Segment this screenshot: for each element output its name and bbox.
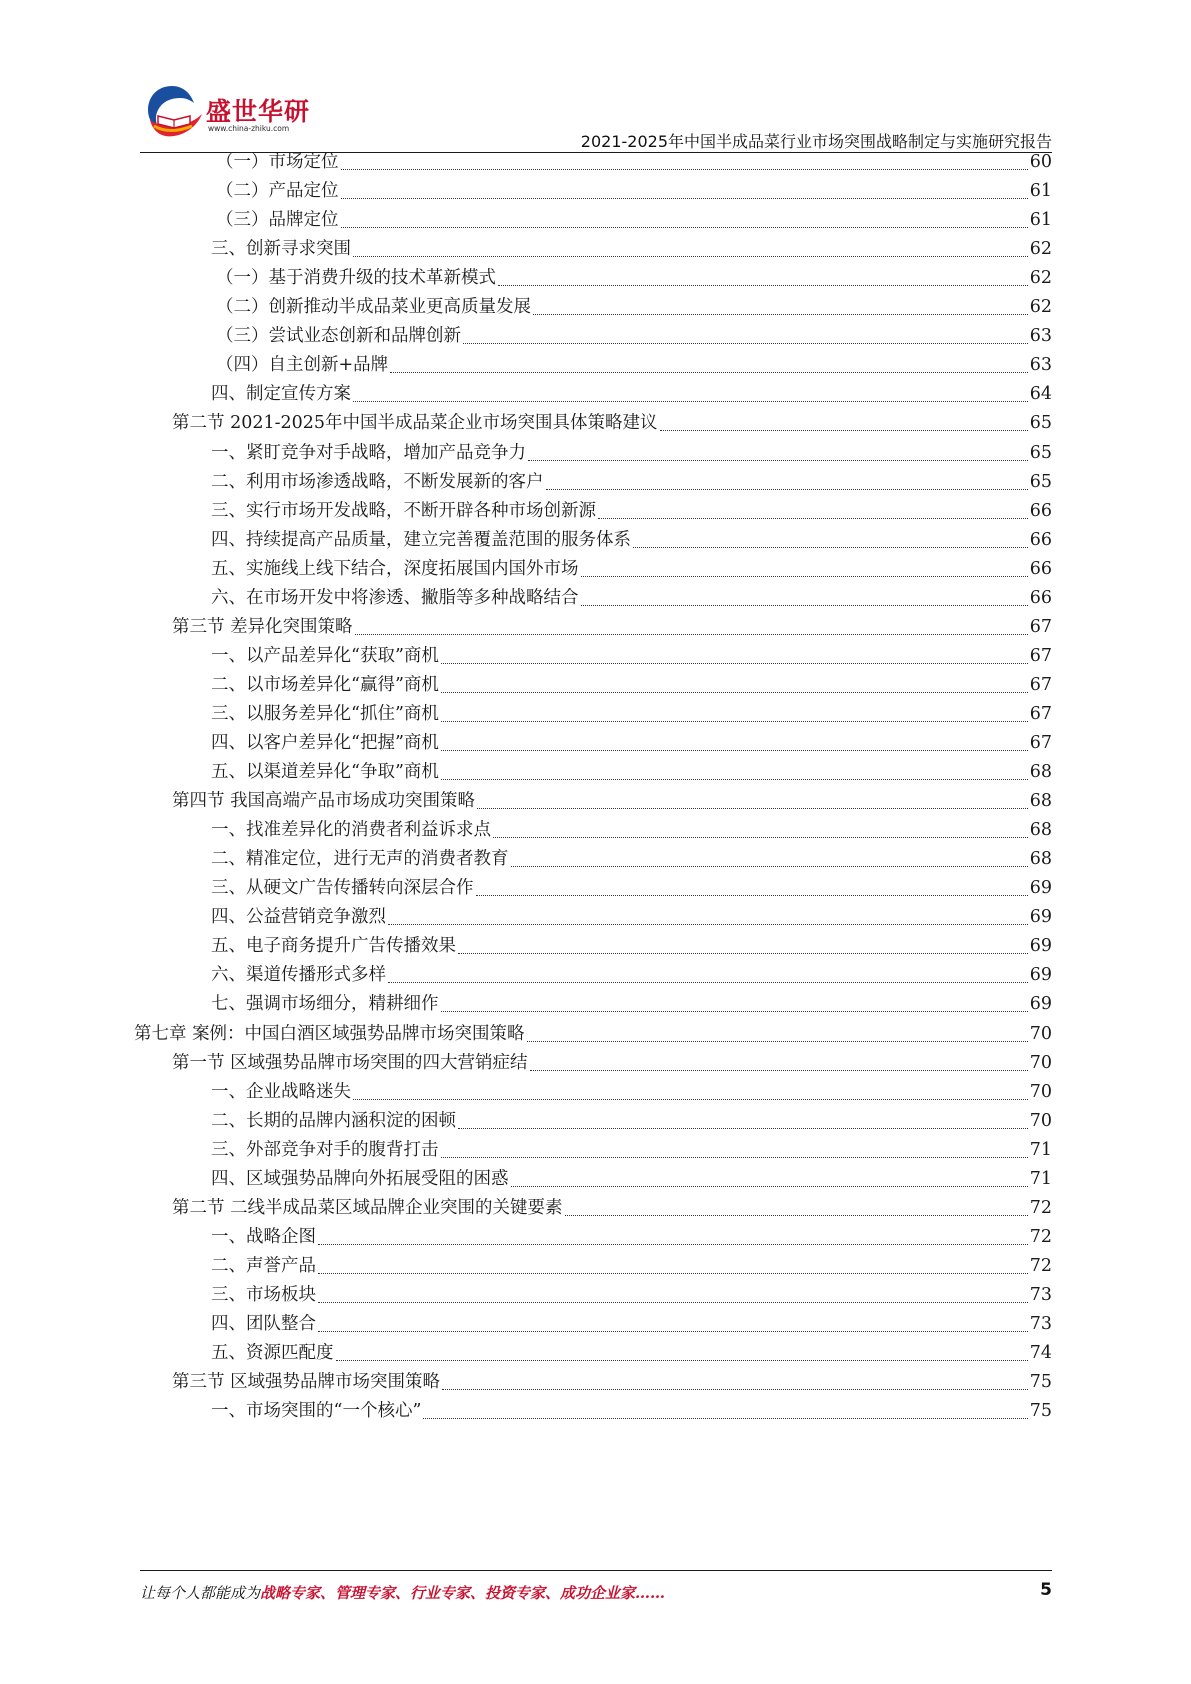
toc-entry-title: 一、以产品差异化“获取”商机	[211, 645, 439, 666]
toc-entry-page: 70	[1029, 1110, 1052, 1131]
toc-entry[interactable]	[211, 844, 1052, 875]
toc-entry-page: 66	[1029, 558, 1052, 579]
toc-entry-title: 第三节 区域强势品牌市场突围策略	[172, 1372, 441, 1393]
toc-entry[interactable]	[211, 234, 1052, 265]
toc-dot-leader	[441, 692, 1028, 693]
toc-dot-leader	[318, 1302, 1028, 1303]
logo-url: www.china-zhiku.com	[208, 124, 290, 133]
toc-entry-title: （三）品牌定位	[216, 210, 339, 231]
toc-entry-page: 68	[1029, 820, 1052, 841]
toc-entry-page: 63	[1029, 326, 1052, 347]
toc-entry-page: 70	[1029, 1052, 1052, 1073]
toc-entry-title: 五、资源匹配度	[211, 1343, 334, 1364]
toc-entry-title: 一、市场突围的“一个核心”	[211, 1401, 422, 1422]
toc-entry-title: 二、长期的品牌内涵积淀的困顿	[211, 1110, 456, 1131]
toc-entry[interactable]	[216, 292, 1052, 323]
toc-dot-leader	[353, 1099, 1028, 1100]
footer-divider	[140, 1570, 1052, 1571]
toc-entry-page: 75	[1029, 1372, 1052, 1393]
toc-entry-title: 二、利用市场渗透战略，不断发展新的客户	[211, 471, 544, 492]
logo-emblem-icon	[140, 80, 204, 142]
toc-entry[interactable]	[216, 176, 1052, 207]
toc-dot-leader	[511, 1186, 1028, 1187]
toc-dot-leader	[441, 721, 1028, 722]
toc-entry[interactable]	[211, 554, 1052, 585]
toc-dot-leader	[353, 256, 1028, 257]
toc-entry-title: （一）市场定位	[216, 152, 339, 172]
toc-entry-title: 五、电子商务提升广告传播效果	[211, 936, 456, 957]
footer-lead: 让每个人都能成为	[140, 1584, 261, 1602]
toc-entry-page: 67	[1029, 733, 1052, 753]
toc-entry[interactable]	[211, 989, 1052, 1020]
toc-entry-page: 71	[1029, 1139, 1052, 1160]
toc-dot-leader	[441, 779, 1028, 780]
toc-dot-leader	[660, 430, 1028, 431]
toc-entry-page: 65	[1029, 442, 1052, 463]
toc-entry-title: 二、以市场差异化“赢得”商机	[211, 674, 439, 695]
toc-entry[interactable]	[172, 786, 1052, 817]
toc-dot-leader	[476, 895, 1028, 896]
toc-entry-title: （二）产品定位	[216, 181, 339, 202]
toc-entry[interactable]	[211, 873, 1052, 904]
toc-dot-leader	[441, 1011, 1028, 1012]
toc-dot-leader	[441, 663, 1028, 664]
toc-dot-leader	[581, 605, 1028, 606]
toc-entry-title: 六、渠道传播形式多样	[211, 965, 386, 986]
toc-entry-title: 一、战略企图	[211, 1226, 316, 1247]
toc-entry[interactable]	[211, 815, 1052, 846]
toc-entry-title: 四、公益营销竞争激烈	[211, 907, 386, 928]
toc-entry-page: 72	[1029, 1226, 1052, 1247]
toc-entry-title: 第七章 案例：中国白酒区域强势品牌市场突围策略	[134, 1023, 525, 1044]
toc-entry-page: 65	[1029, 413, 1052, 434]
toc-dot-leader	[463, 343, 1028, 344]
toc-entry-title: 五、实施线上线下结合，深度拓展国内国外市场	[211, 558, 579, 579]
toc-entry[interactable]	[211, 525, 1052, 556]
toc-dot-leader	[341, 198, 1028, 199]
footer-roles: 战略专家、管理专家、行业专家、投资专家、成功企业家……	[260, 1584, 666, 1602]
toc-entry-title: 七、强调市场细分，精耕细作	[211, 994, 439, 1015]
footer-slogan	[140, 1582, 665, 1603]
toc-entry[interactable]	[211, 438, 1052, 469]
toc-entry[interactable]	[211, 1077, 1052, 1108]
toc-entry-page: 66	[1029, 500, 1052, 521]
toc-entry-page: 64	[1029, 384, 1052, 405]
company-logo	[140, 78, 340, 144]
toc-dot-leader	[441, 750, 1028, 751]
toc-entry-page: 69	[1029, 936, 1052, 957]
toc-dot-leader	[533, 314, 1028, 315]
toc-dot-leader	[546, 489, 1028, 490]
toc-entry[interactable]	[211, 931, 1052, 962]
toc-entry-page: 69	[1029, 878, 1052, 899]
toc-entry-title: （一）基于消费升级的技术革新模式	[216, 268, 496, 289]
toc-entry-page: 70	[1029, 1081, 1052, 1102]
toc-entry-page: 62	[1029, 239, 1052, 260]
toc-entry[interactable]	[172, 1367, 1052, 1398]
toc-entry-title: 第四节 我国高端产品市场成功突围策略	[172, 791, 476, 812]
toc-dot-leader	[318, 1331, 1028, 1332]
toc-entry[interactable]	[211, 1251, 1052, 1282]
toc-entry-title: 二、精准定位，进行无声的消费者教育	[211, 849, 509, 870]
toc-entry[interactable]	[211, 1164, 1052, 1195]
toc-entry[interactable]	[211, 641, 1052, 672]
toc-entry-title: 四、持续提高产品质量，建立完善覆盖范围的服务体系	[211, 529, 631, 550]
toc-entry-page: 69	[1029, 965, 1052, 986]
toc-entry-page: 68	[1029, 762, 1052, 783]
toc-dot-leader	[581, 576, 1028, 577]
toc-entry-page: 68	[1029, 791, 1052, 812]
toc-entry[interactable]	[134, 1019, 1052, 1050]
toc-entry[interactable]	[216, 321, 1052, 352]
toc-entry-page: 65	[1029, 471, 1052, 492]
logo-name: 盛世华研	[206, 97, 311, 126]
toc-entry-page: 72	[1029, 1197, 1052, 1218]
toc-entry-title: （三）尝试业态创新和品牌创新	[216, 326, 461, 347]
toc-entry-title: 第一节 区域强势品牌市场突围的四大营销症结	[172, 1052, 528, 1073]
toc-entry[interactable]	[172, 1048, 1052, 1079]
toc-entry-title: 一、找准差异化的消费者利益诉求点	[211, 820, 491, 841]
toc-entry-title: 一、紧盯竞争对手战略，增加产品竞争力	[211, 442, 526, 463]
toc-entry-title: 三、以服务差异化“抓住”商机	[211, 703, 439, 724]
toc-entry-title: 第三节 差异化突围策略	[172, 616, 353, 637]
page-header	[140, 78, 1052, 151]
toc-entry-page: 67	[1029, 703, 1052, 724]
toc-entry-page: 73	[1029, 1314, 1052, 1334]
toc-entry-title: 一、企业战略迷失	[211, 1081, 351, 1102]
toc-entry-title: 第二节 二线半成品菜区域品牌企业突围的关键要素	[172, 1197, 563, 1218]
toc-dot-leader	[388, 982, 1028, 983]
toc-entry-title: 六、在市场开发中将渗透、撇脂等多种战略结合	[211, 587, 579, 608]
toc-entry-page: 67	[1029, 616, 1052, 637]
page-number: 5	[1040, 1580, 1052, 1600]
toc-dot-leader	[441, 1157, 1028, 1158]
toc-entry[interactable]	[211, 1396, 1052, 1427]
toc-entry[interactable]	[211, 757, 1052, 788]
toc-entry[interactable]	[216, 350, 1052, 381]
toc-dot-leader	[336, 1360, 1028, 1361]
toc-entry-page: 62	[1029, 297, 1052, 318]
toc-entry-page: 61	[1029, 181, 1052, 202]
toc-dot-leader	[458, 953, 1028, 954]
toc-dot-leader	[527, 1041, 1028, 1042]
toc-entry-title: （二）创新推动半成品菜业更高质量发展	[216, 297, 531, 318]
toc-entry[interactable]	[211, 379, 1052, 410]
toc-dot-leader	[341, 169, 1028, 170]
toc-entry-page: 72	[1029, 1255, 1052, 1276]
report-title: 2021-2025年中国半成品菜行业市场突围战略制定与实施研究报告	[580, 132, 1052, 151]
toc-entry[interactable]	[216, 147, 1052, 178]
toc-dot-leader	[318, 1273, 1028, 1274]
toc-entry[interactable]	[211, 1280, 1052, 1311]
toc-entry-page: 67	[1029, 645, 1052, 666]
toc-entry-page: 71	[1029, 1168, 1052, 1189]
toc-dot-leader	[390, 372, 1028, 373]
toc-entry[interactable]	[211, 1222, 1052, 1253]
toc-entry-page: 73	[1029, 1284, 1052, 1305]
toc-entry[interactable]	[172, 1193, 1052, 1224]
toc-entry-title: 三、实行市场开发战略，不断开辟各种市场创新源	[211, 500, 596, 521]
toc-entry[interactable]	[211, 496, 1052, 527]
toc-entry-title: 二、声誉产品	[211, 1255, 316, 1276]
toc-dot-leader	[498, 285, 1028, 286]
toc-entry[interactable]	[216, 263, 1052, 294]
toc-entry-page: 62	[1029, 268, 1052, 289]
toc-dot-leader	[477, 808, 1028, 809]
toc-entry-page: 61	[1029, 210, 1052, 231]
toc-entry-title: 三、外部竞争对手的腹背打击	[211, 1139, 439, 1160]
toc-entry-title: 四、区域强势品牌向外拓展受阻的困惑	[211, 1168, 509, 1189]
toc-entry[interactable]	[211, 467, 1052, 498]
toc-dot-leader	[442, 1389, 1028, 1390]
toc-entry-page: 68	[1029, 849, 1052, 870]
toc-entry[interactable]	[211, 960, 1052, 991]
toc-entry[interactable]	[172, 612, 1052, 643]
toc-entry-page: 60	[1029, 152, 1052, 172]
toc-entry[interactable]	[211, 1338, 1052, 1369]
toc-dot-leader	[493, 837, 1028, 838]
toc-dot-leader	[528, 460, 1028, 461]
toc-dot-leader	[353, 401, 1028, 402]
toc-dot-leader	[355, 634, 1028, 635]
toc-entry-page: 69	[1029, 907, 1052, 928]
toc-entry-page: 66	[1029, 587, 1052, 608]
toc-dot-leader	[341, 227, 1028, 228]
toc-entry-title: 四、以客户差异化“把握”商机	[211, 733, 439, 753]
toc-dot-leader	[423, 1418, 1027, 1419]
toc-entry[interactable]	[211, 902, 1052, 933]
toc-entry-page: 63	[1029, 355, 1052, 376]
toc-dot-leader	[318, 1244, 1028, 1245]
toc-entry-title: 四、制定宣传方案	[211, 384, 351, 405]
toc-entry[interactable]	[211, 1309, 1052, 1340]
toc-dot-leader	[565, 1215, 1028, 1216]
toc-entry-title: 三、从硬文广告传播转向深层合作	[211, 878, 474, 899]
toc-entry-title: （四）自主创新+品牌	[216, 355, 389, 376]
toc-entry[interactable]	[211, 728, 1052, 759]
toc-entry[interactable]	[211, 1106, 1052, 1137]
toc-dot-leader	[633, 547, 1028, 548]
toc-entry-page: 67	[1029, 674, 1052, 695]
toc-dot-leader	[388, 924, 1028, 925]
toc-entry[interactable]	[211, 583, 1052, 614]
toc-entry[interactable]	[172, 408, 1052, 439]
toc-entry-title: 五、以渠道差异化“争取”商机	[211, 762, 439, 783]
toc-entry-page: 70	[1029, 1023, 1052, 1044]
toc-entry-page: 66	[1029, 529, 1052, 550]
toc-entry[interactable]	[211, 670, 1052, 701]
toc-dot-leader	[598, 518, 1028, 519]
toc-entry-page: 69	[1029, 994, 1052, 1015]
toc-entry-page: 75	[1029, 1401, 1052, 1422]
toc-entry-title: 第二节 2021-2025年中国半成品菜企业市场突围具体策略建议	[172, 413, 658, 434]
toc-entry-page: 74	[1029, 1343, 1052, 1364]
toc-entry-title: 四、团队整合	[211, 1314, 316, 1334]
toc-entry-title: 三、创新寻求突围	[211, 239, 351, 260]
toc-entry[interactable]	[211, 1135, 1052, 1166]
toc-entry[interactable]	[216, 205, 1052, 236]
toc-entry-title: 三、市场板块	[211, 1284, 316, 1305]
toc-dot-leader	[511, 866, 1028, 867]
toc-entry[interactable]	[211, 699, 1052, 730]
toc-dot-leader	[530, 1070, 1028, 1071]
toc-dot-leader	[458, 1128, 1028, 1129]
